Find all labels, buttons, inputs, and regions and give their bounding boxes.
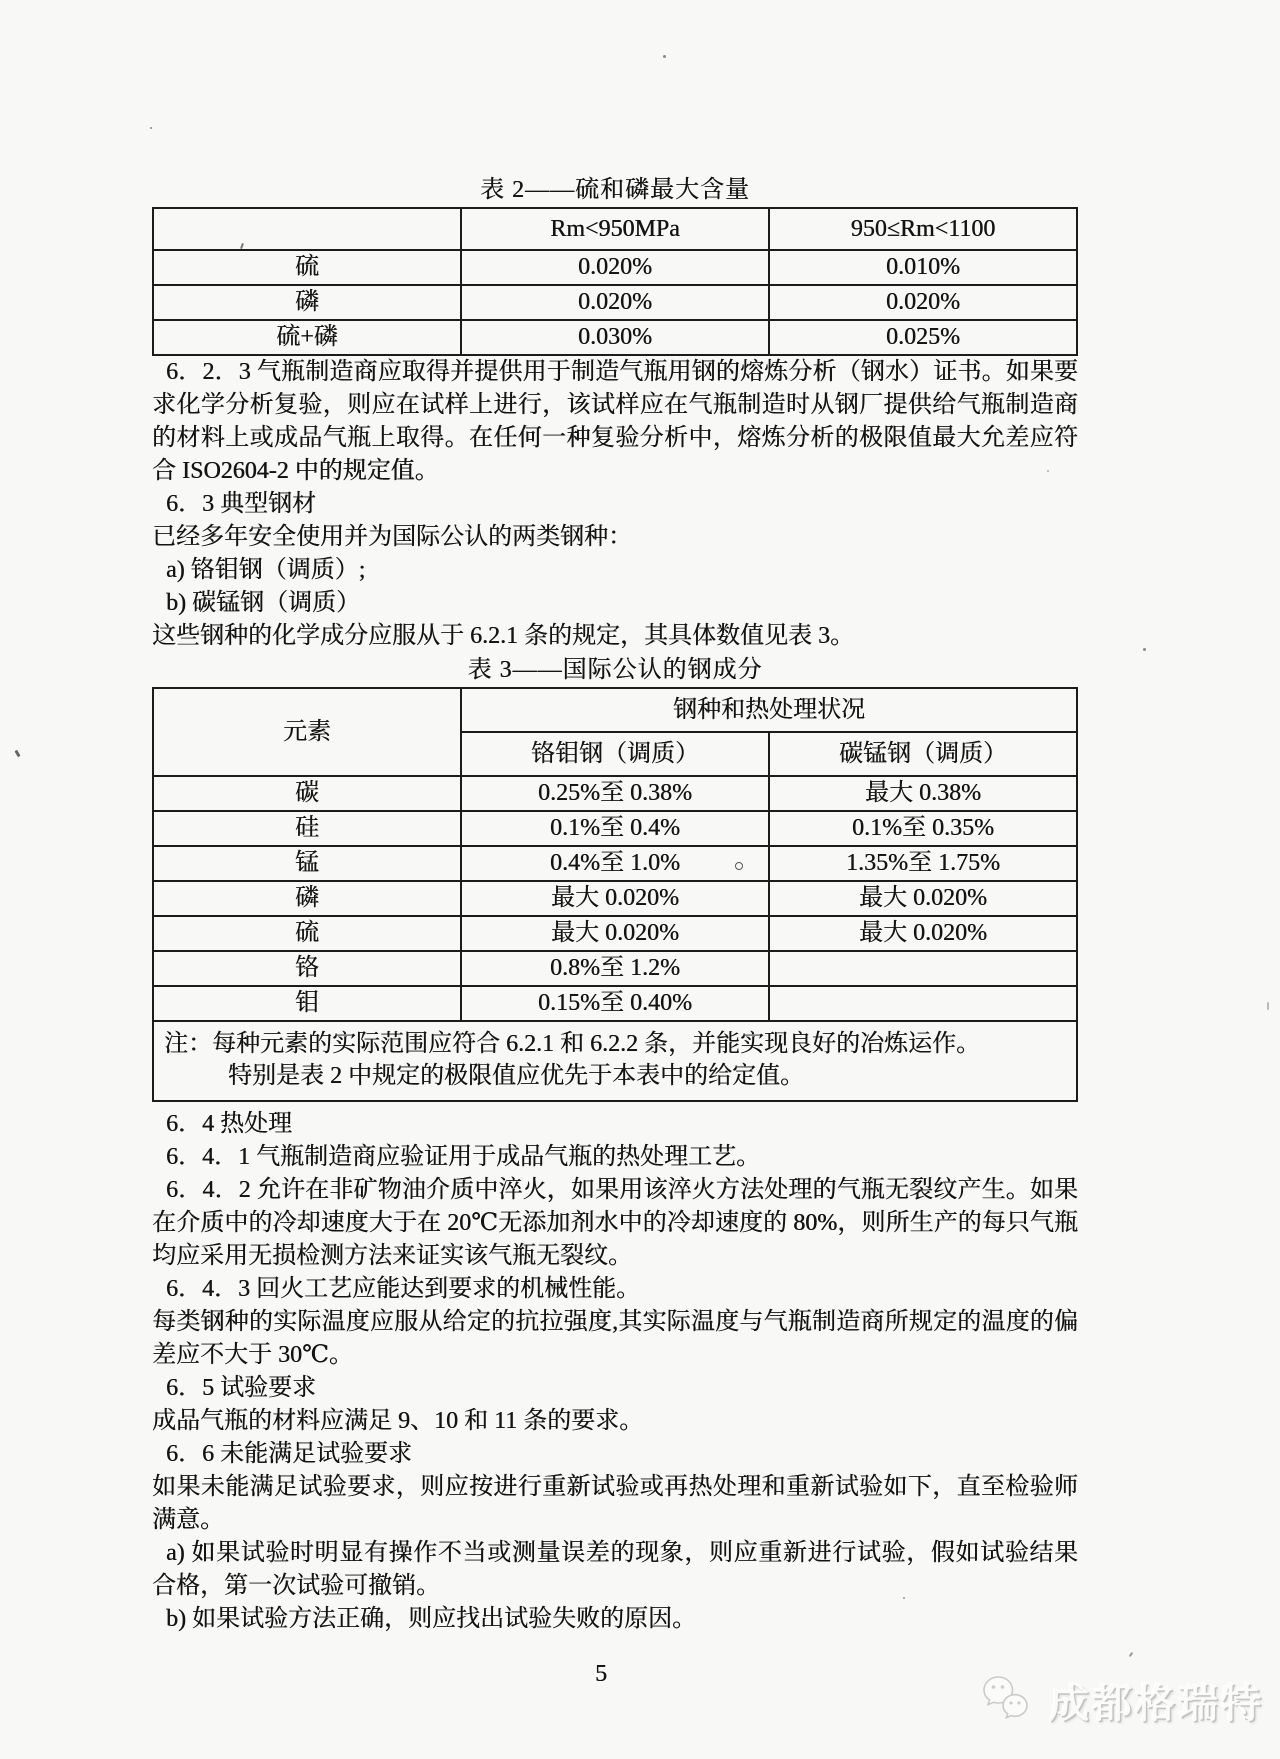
- table-row: [153, 951, 1077, 986]
- list-item-b-steel: b) 碳锰钢（调质）: [166, 590, 360, 616]
- table3-cell: 铬: [153, 951, 461, 986]
- table2-header-rm1100: 950≤Rm<1100: [769, 208, 1077, 250]
- table-row: [153, 320, 1077, 355]
- table2-cell: 硫+磷: [153, 320, 461, 355]
- table3-cell: 0.4%至 1.0%: [461, 846, 769, 881]
- table3-header-crmo: 铬钼钢（调质）: [461, 732, 769, 776]
- page-number: 5: [595, 1661, 607, 1687]
- table3-cell: 最大 0.020%: [769, 881, 1077, 916]
- clause-6-6-body: 如果未能满足试验要求，则应按进行重新试验或再热处理和重新试验如下，直至检验师满意。: [152, 1474, 1078, 1533]
- table-row: [153, 776, 1077, 811]
- wechat-icon: [979, 1673, 1041, 1728]
- table3-cell: 1.35%至 1.75%: [769, 846, 1077, 881]
- table2-cell: 0.030%: [461, 320, 769, 355]
- table2-header-empty: [153, 208, 461, 250]
- page-content: [152, 176, 1078, 1688]
- table2-cell: 0.020%: [461, 250, 769, 285]
- table2-cell: 硫: [153, 250, 461, 285]
- table3-cell: 钼: [153, 986, 461, 1021]
- clause-6-4-1: 6．4．1 气瓶制造商应验证用于成品气瓶的热处理工艺。: [166, 1144, 760, 1170]
- table3-note: [153, 1021, 1077, 1101]
- table3-cell: 碳: [153, 776, 461, 811]
- clause-6-4-2: 6．4．2 允许在非矿物油介质中淬火，如果用该淬火方法处理的气瓶无裂纹产生。如果在介质中的冷却速度大于在 20℃无添加剂水中的冷却速度的 80%，则所生产的每只气瓶均应采用无损检测方法来证实该气瓶无裂纹。: [152, 1177, 1078, 1269]
- table3-cell: 0.1%至 0.35%: [769, 811, 1077, 846]
- clause-6-5-body: 成品气瓶的材料应满足 9、10 和 11 条的要求。: [152, 1408, 644, 1434]
- table3-cell: 0.15%至 0.40%: [461, 986, 769, 1021]
- table3-cell: 0.8%至 1.2%: [461, 951, 769, 986]
- clause-6-4-3-body: 每类钢种的实际温度应服从给定的抗拉强度,其实际温度与气瓶制造商所规定的温度的偏差应不大于 30℃。: [152, 1309, 1078, 1368]
- table3-header-cmn: 碳锰钢（调质）: [769, 732, 1077, 776]
- heading-6-6: 6．6 未能满足试验要求: [166, 1441, 412, 1467]
- watermark-text: 成都格瑞特: [1049, 1682, 1264, 1726]
- table3-cell: 硫: [153, 916, 461, 951]
- table3-caption: 表 3——国际公认的钢成分: [467, 657, 763, 683]
- list-item-b-retest: b) 如果试验方法正确，则应找出试验失败的原因。: [166, 1606, 696, 1632]
- clause-6-3-ref-table3: 这些钢种的化学成分应服从于 6.2.1 条的规定，其具体数值见表 3。: [152, 623, 854, 649]
- table3-header-element: 元素: [153, 688, 461, 776]
- table3-cell: [769, 986, 1077, 1021]
- table2-cell: 0.010%: [769, 250, 1077, 285]
- clause-6-3-intro: 已经多年安全使用并为国际公认的两类钢种：: [152, 524, 632, 550]
- heading-6-5: 6．5 试验要求: [166, 1375, 316, 1401]
- table3-cell: 0.25%至 0.38%: [461, 776, 769, 811]
- table3-cell: 最大 0.020%: [461, 881, 769, 916]
- list-item-a-steel: a) 铬钼钢（调质）;: [166, 557, 366, 583]
- table3-header-group: 钢种和热处理状况: [461, 688, 1077, 732]
- table2-cell: 0.025%: [769, 320, 1077, 355]
- table-row: [153, 250, 1077, 285]
- table3-note-line1: 注：每种元素的实际范围应符合 6.2.1 和 6.2.2 条，并能实现良好的冶炼运作。: [164, 1031, 980, 1057]
- table3-cell: [769, 951, 1077, 986]
- table3-cell: 硅: [153, 811, 461, 846]
- table3-cell: 最大 0.020%: [461, 916, 769, 951]
- table3-steel-composition: [152, 687, 1078, 1102]
- table2-cell: 磷: [153, 285, 461, 320]
- table-row: [153, 811, 1077, 846]
- table2-cell: 0.020%: [769, 285, 1077, 320]
- table-row: [153, 881, 1077, 916]
- table-row: [153, 916, 1077, 951]
- table3-cell: 最大 0.020%: [769, 916, 1077, 951]
- clause-6-4-3: 6．4．3 回火工艺应能达到要求的机械性能。: [166, 1276, 640, 1302]
- table2-cell: 0.020%: [461, 285, 769, 320]
- table2-caption: 表 2——硫和磷最大含量: [480, 177, 750, 203]
- table3-note-line2: 特别是表 2 中规定的极限值应优先于本表中的给定值。: [228, 1063, 804, 1089]
- table2-sulfur-phosphorus-limits: [152, 207, 1078, 356]
- table3-cell: 磷: [153, 881, 461, 916]
- heading-6-4: 6．4 热处理: [166, 1111, 292, 1137]
- table-row: [153, 285, 1077, 320]
- clause-6-2-3: 6．2．3 气瓶制造商应取得并提供用于制造气瓶用钢的熔炼分析（钢水）证书。如果要求化学分析复验，则应在试样上进行，该试样应在气瓶制造时从钢厂提供给气瓶制造商的材料上或成品气瓶上取得。在任何一种复验分析中，熔炼分析的极限值最大允差应符合 ISO2604-2 中的规定值。: [152, 359, 1078, 484]
- watermark: [979, 1672, 1264, 1729]
- table-row: [153, 208, 1077, 250]
- table3-cell: 最大 0.38%: [769, 776, 1077, 811]
- table-row: [153, 986, 1077, 1021]
- table-row: [153, 688, 1077, 732]
- table3-cell: 锰: [153, 846, 461, 881]
- table-row: [153, 846, 1077, 881]
- table-row: [153, 1021, 1077, 1101]
- heading-6-3: 6．3 典型钢材: [166, 491, 316, 517]
- table3-cell: 0.1%至 0.4%: [461, 811, 769, 846]
- table2-header-rm950: Rm<950MPa: [461, 208, 769, 250]
- list-item-a-retest: a) 如果试验时明显有操作不当或测量误差的现象，则应重新进行试验，假如试验结果合格，第一次试验可撤销。: [152, 1540, 1078, 1599]
